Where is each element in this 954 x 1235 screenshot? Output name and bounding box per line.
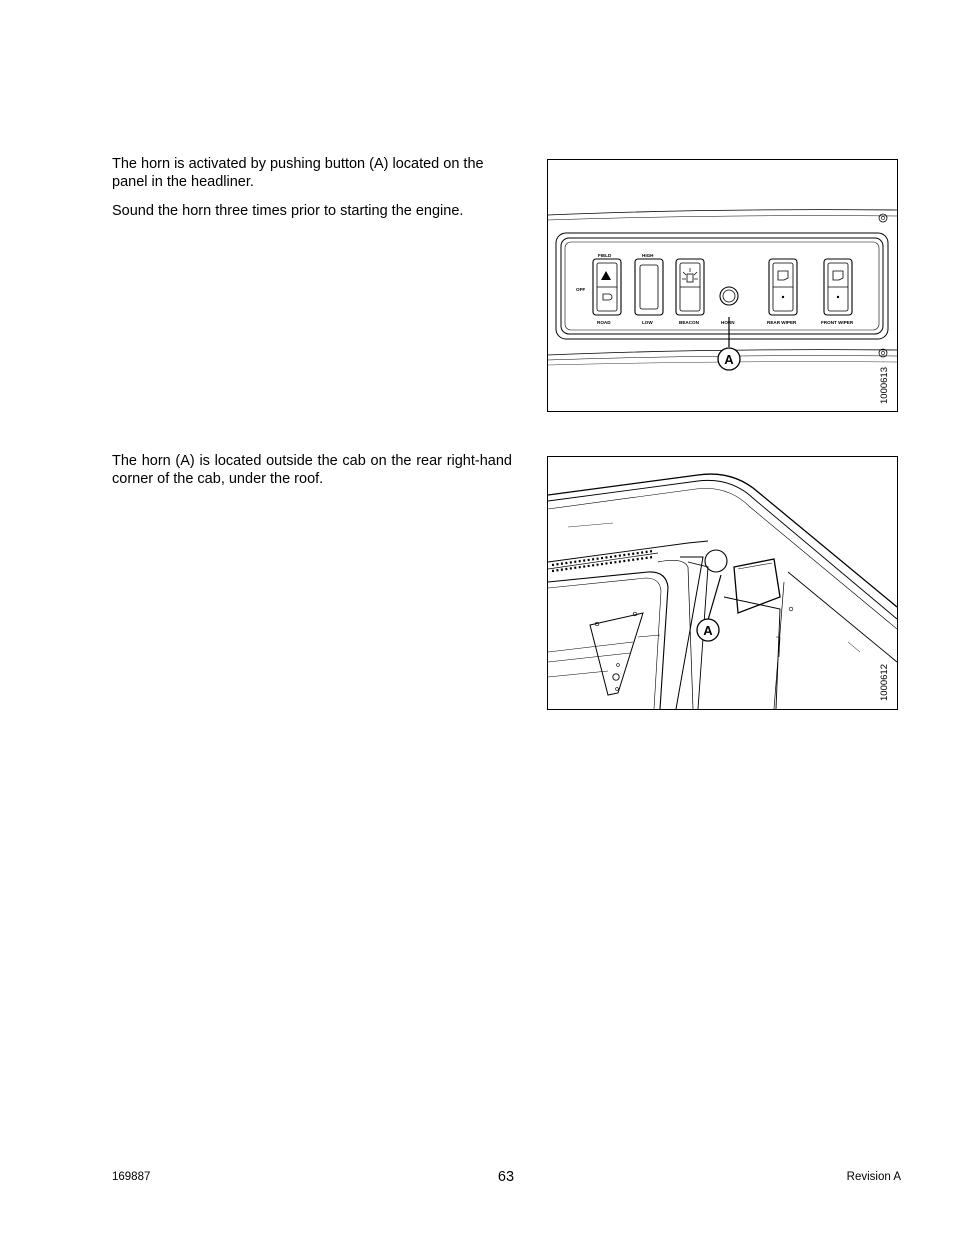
rear-wiper-switch [769,259,797,315]
switch-panel-illustration [548,160,897,411]
callout-leader-line [708,575,721,620]
footer-doc-number: 169887 [112,1171,151,1183]
label-off: OFF [576,287,586,292]
horn-button-description: The horn is activated by pushing button (A) located on the panel in the headliner. [112,156,484,190]
field-light-icon [601,271,611,280]
figure-number: 1000612 [879,664,890,701]
footer-page-number: 63 [497,1169,515,1185]
road-light-icon [603,294,612,300]
callout-a: A [703,623,713,638]
beacon-icon [682,268,698,282]
horn-instruction: Sound the horn three times prior to starting the engine. [112,203,464,219]
label-low: LOW [642,320,653,325]
high-low-switch [635,259,663,315]
label-rear-wiper: REAR WIPER [767,320,797,325]
screw-icon [879,214,887,222]
beacon-switch [676,259,704,315]
wiper-icon [833,271,843,280]
label-field: FIELD [598,253,612,258]
front-wiper-switch [824,259,852,315]
figure-horn-location [547,456,898,710]
bracket-plate [590,612,643,695]
horn-button [720,287,738,305]
figure-number: 1000613 [879,367,890,404]
figure-switch-panel [547,159,898,412]
horn-location-description: The horn (A) is located outside the cab on the rear right-hand corner of the cab, under the roof. [112,453,512,487]
footer-revision: Revision A [846,1171,901,1183]
label-horn: HORN [721,320,735,325]
label-road: ROAD [597,320,611,325]
label-beacon: BEACON [679,320,699,325]
callout-a: A [724,352,734,367]
field-road-switch [593,259,621,315]
label-front-wiper: FRONT WIPER [821,320,854,325]
wiper-icon [778,271,788,280]
label-high: HIGH [642,253,654,258]
cab-corner-illustration [548,457,897,709]
